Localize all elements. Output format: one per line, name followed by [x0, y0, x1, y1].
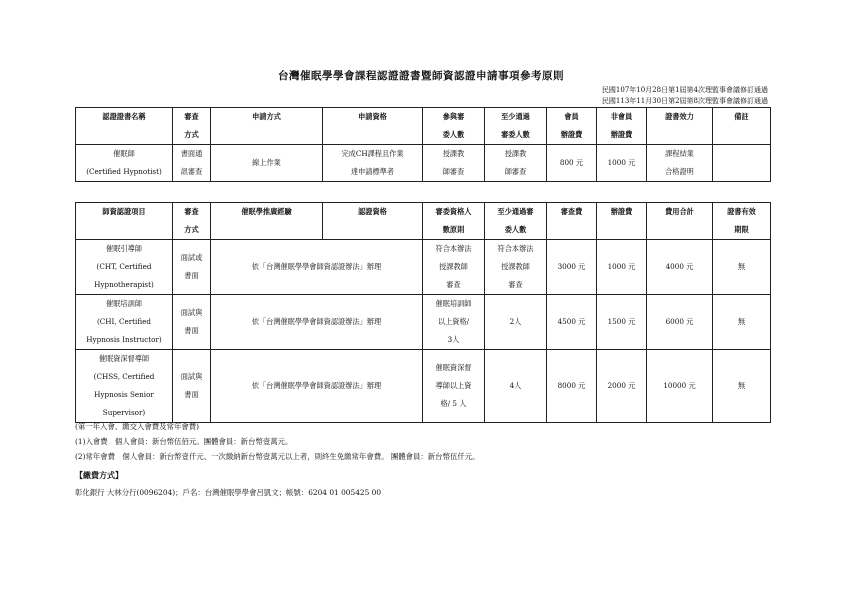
min-pass-cell: 4人: [485, 350, 547, 423]
rule-cell: 依「台灣催眠學學會師資認證辦法」辦理: [211, 295, 423, 350]
header-validity: 證書效力: [647, 108, 713, 145]
revision-note-1: 民國107年10月28日第1屆第4次理監事會議修訂通過: [601, 86, 768, 94]
header-review-fee: 審查費: [547, 203, 597, 240]
item-cell: 催眠資深督導師 (CHSS, Certified Hypnosis Senior Supervisor): [76, 350, 173, 423]
apply-method-cell: 線上作業: [211, 145, 323, 182]
page-title: 台灣催眠學學會課程認證證書暨師資認證申請事項參考原則: [278, 70, 564, 82]
min-pass-cell: 2人: [485, 295, 547, 350]
total-cell: 6000 元: [647, 295, 713, 350]
nonmember-fee-cell: 1000 元: [597, 145, 647, 182]
review-fee-cell: 8000 元: [547, 350, 597, 423]
header-min-pass: 至少通過審 委人數: [485, 203, 547, 240]
rule-cell: 依「台灣催眠學學會師資認證辦法」辦理: [211, 240, 423, 295]
teacher-certificate-table: [75, 202, 771, 423]
header-experience: 催眠學推廣經驗: [211, 203, 323, 240]
header-review-method: 審查 方式: [173, 108, 211, 145]
total-cell: 10000 元: [647, 350, 713, 423]
min-pass-cell: 授課教 師審查: [485, 145, 547, 182]
review-method-cell: 面試與 書面: [173, 350, 211, 423]
payment-account: 彰化銀行 大林分行(0096204)；戶名：台灣催眠學學會呂凱文；帳號：6204 01 005425 00: [75, 488, 382, 497]
cert-fee-cell: 1500 元: [597, 295, 647, 350]
header-reviewer-qual: 審委資格人 數原則: [423, 203, 485, 240]
header-reviewer-count: 參與審 委人數: [423, 108, 485, 145]
header-remark: 備註: [713, 108, 771, 145]
header-paper: 認證資格: [323, 203, 423, 240]
total-cell: 4000 元: [647, 240, 713, 295]
payment-heading: 【繳費方式】: [75, 470, 123, 480]
table-row: [76, 145, 771, 182]
fee-note-intro: (第一年入會、繳交入會費及常年會費): [75, 422, 200, 431]
header-review-method: 審查 方式: [173, 203, 211, 240]
qualification-cell: 完成CH課程且作業 達申請標準者: [323, 145, 423, 182]
review-fee-cell: 4500 元: [547, 295, 597, 350]
course-certificate-table: [75, 107, 771, 182]
rule-cell: 依「台灣催眠學學會師資認證辦法」辦理: [211, 350, 423, 423]
member-fee-cell: 800 元: [547, 145, 597, 182]
table-row: [76, 295, 771, 350]
header-min-pass: 至少通過 審委人數: [485, 108, 547, 145]
reviewer-count-cell: 授課教 師審查: [423, 145, 485, 182]
header-apply-method: 申請方式: [211, 108, 323, 145]
fee-note-entrance: (1)入會費 個人會員：新台幣伍佰元。團體會員：新台幣壹萬元。: [75, 437, 293, 446]
min-pass-cell: 符合本辦法 授課教師 審查: [485, 240, 547, 295]
cert-fee-cell: 2000 元: [597, 350, 647, 423]
header-nonmember-fee: 非會員 辦證費: [597, 108, 647, 145]
review-method-cell: 書面通 訊審查: [173, 145, 211, 182]
review-method-cell: 面試或 書面: [173, 240, 211, 295]
remark-cell: [713, 145, 771, 182]
header-validity: 證書有效 期限: [713, 203, 771, 240]
revision-note-2: 民國113年11月30日第2屆第8次理監事會議修訂通過: [601, 97, 768, 105]
table-row: [76, 240, 771, 295]
review-method-cell: 面試與 書面: [173, 295, 211, 350]
cert-name-cell: 催眠師 (Certified Hypnotist): [76, 145, 173, 182]
table-row: [76, 350, 771, 423]
header-member-fee: 會員 辦證費: [547, 108, 597, 145]
header-cert-name: 認證證書名稱: [76, 108, 173, 145]
reviewer-qual-cell: 催眠培訓師 以上資格/ 3人: [423, 295, 485, 350]
course-table-header: [76, 108, 771, 145]
review-fee-cell: 3000 元: [547, 240, 597, 295]
header-qualification: 申請資格: [323, 108, 423, 145]
reviewer-qual-cell: 符合本辦法 授課教師 審查: [423, 240, 485, 295]
cert-fee-cell: 1000 元: [597, 240, 647, 295]
teacher-table-header: [76, 203, 771, 240]
item-cell: 催眠引導師 (CHT, Certified Hypnotherapist): [76, 240, 173, 295]
reviewer-qual-cell: 催眠資深督 導師以上資 格/ 5 人: [423, 350, 485, 423]
header-item: 師資認證項目: [76, 203, 173, 240]
item-cell: 催眠培訓師 (CHI, Certified Hypnosis Instructor): [76, 295, 173, 350]
header-total: 費用合計: [647, 203, 713, 240]
fee-note-annual: (2)常年會費 個人會員：新台幣壹仟元、一次繳納新台幣壹萬元以上者，則終生免繳常年會費。 團體會員：新台幣伍仟元。: [75, 452, 480, 461]
header-cert-fee: 辦證費: [597, 203, 647, 240]
validity-cell: 無: [713, 240, 771, 295]
validity-cell: 課程結業 合格證明: [647, 145, 713, 182]
validity-cell: 無: [713, 295, 771, 350]
validity-cell: 無: [713, 350, 771, 423]
